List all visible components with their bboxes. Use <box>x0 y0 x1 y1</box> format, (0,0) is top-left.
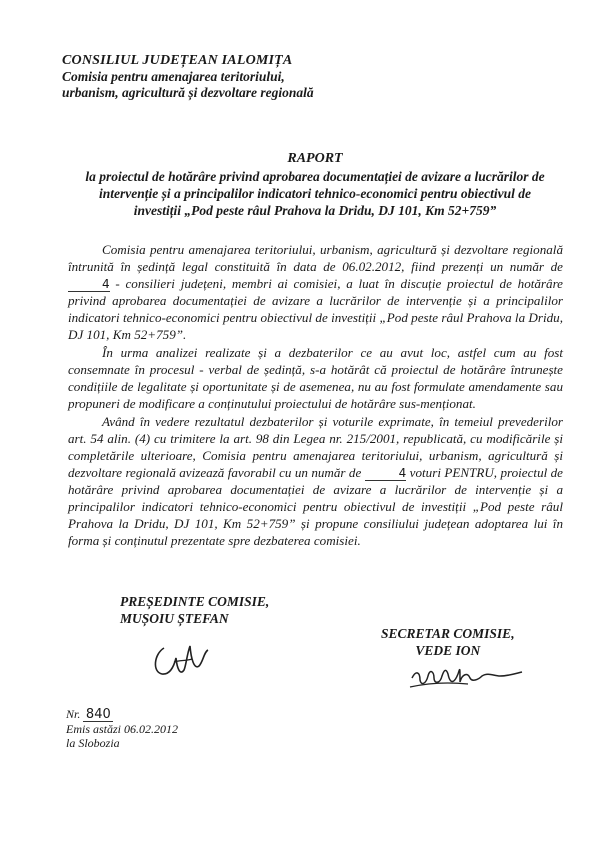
issue-date: Emis astăzi 06.02.2012 <box>66 722 179 736</box>
president-signature-icon <box>150 640 220 682</box>
document-header <box>62 53 314 101</box>
registration-number: Nr. 840 <box>66 707 178 722</box>
paragraph-3: Având în vedere rezultatul dezbaterilor și voturile exprimate, în temeiul prevederilor art. 54 alin. (4) cu trimitere la art. 98 din Legea nr. 215/2001, republicată, cu modificările și completările ulterioare, Comisia pentru amenajarea teritoriului, urbanism, agricultură și dezvoltare regională avizează favorabil cu un număr de 4 voturi PENTRU, proiectul de hotărâre privind aprobarea documentației de avizare a lucrărilor de intervenție și a principalilor indicatori tehnico-economici pentru obiectivul de investiții „Pod peste râul Prahova la Dridu, DJ 101, Km 52+759” și propune consiliului județean adoptarea lui în forma și conținutul prezentate spre dezbaterea comisiei. <box>68 414 563 548</box>
secretary-signature-block <box>381 625 515 659</box>
president-signature-block <box>120 593 269 627</box>
paragraph-1: Comisia pentru amenajarea teritoriului, urbanism, agricultură și dezvoltare regională întrunită în ședință legal constituită în data de 06.02.2012, fiind prezenți un număr de 4 - consilieri județeni, membri ai comisiei, a luat în discuție proiectul de hotărâre privind aprobarea documentației de avizare a lucrărilor de intervenție și a principalilor indicatori tehnico-economici pentru obiectivul de investiții „Pod peste râul Prahova la Dridu, DJ 101, Km 52+759”. <box>68 242 563 342</box>
president-name: MUȘOIU ȘTEFAN <box>120 611 229 626</box>
report-subject-line2: intervenție și a principalilor indicatori tehnico-economici pentru obiectivul de <box>99 186 531 201</box>
report-heading: RAPORT <box>287 151 343 166</box>
handwritten-registration-number: 840 <box>83 709 113 722</box>
report-subject-line1: la proiectul de hotărâre privind aprobarea documentației de avizare a lucrărilor de <box>85 169 545 184</box>
report-title-block <box>60 150 570 219</box>
report-subject-line3: investiții „Pod peste râul Prahova la Dridu, DJ 101, Km 52+759” <box>133 203 497 218</box>
secretary-signature-icon <box>408 660 528 694</box>
commission-name-line1: Comisia pentru amenajarea teritoriului, <box>62 69 285 84</box>
document-footer <box>66 707 178 750</box>
report-body <box>68 241 563 550</box>
commission-name-line2: urbanism, agricultură și dezvoltare regională <box>62 85 314 100</box>
paragraph-2: În urma analizei realizate și a dezbaterilor ce au avut loc, astfel cum au fost consemnate în procesul - verbal de ședință, s-a hotărât că proiectul de hotărâre întrunește condițiile de legalitate și oportunitate și de asemenea, nu au fost formulate amendamente sau propuneri de modificare a conținutului proiectului de hotărâre sus-menționat. <box>68 345 563 411</box>
handwritten-vote-count: 4 <box>365 467 407 481</box>
issue-place: la Slobozia <box>66 736 120 750</box>
president-title: PREȘEDINTE COMISIE, <box>120 594 270 609</box>
handwritten-member-count: 4 <box>68 278 110 292</box>
organization-name: CONSILIUL JUDEȚEAN IALOMIȚA <box>62 53 293 68</box>
secretary-title: SECRETAR COMISIE, <box>381 626 515 641</box>
secretary-name: VEDE ION <box>415 643 481 658</box>
